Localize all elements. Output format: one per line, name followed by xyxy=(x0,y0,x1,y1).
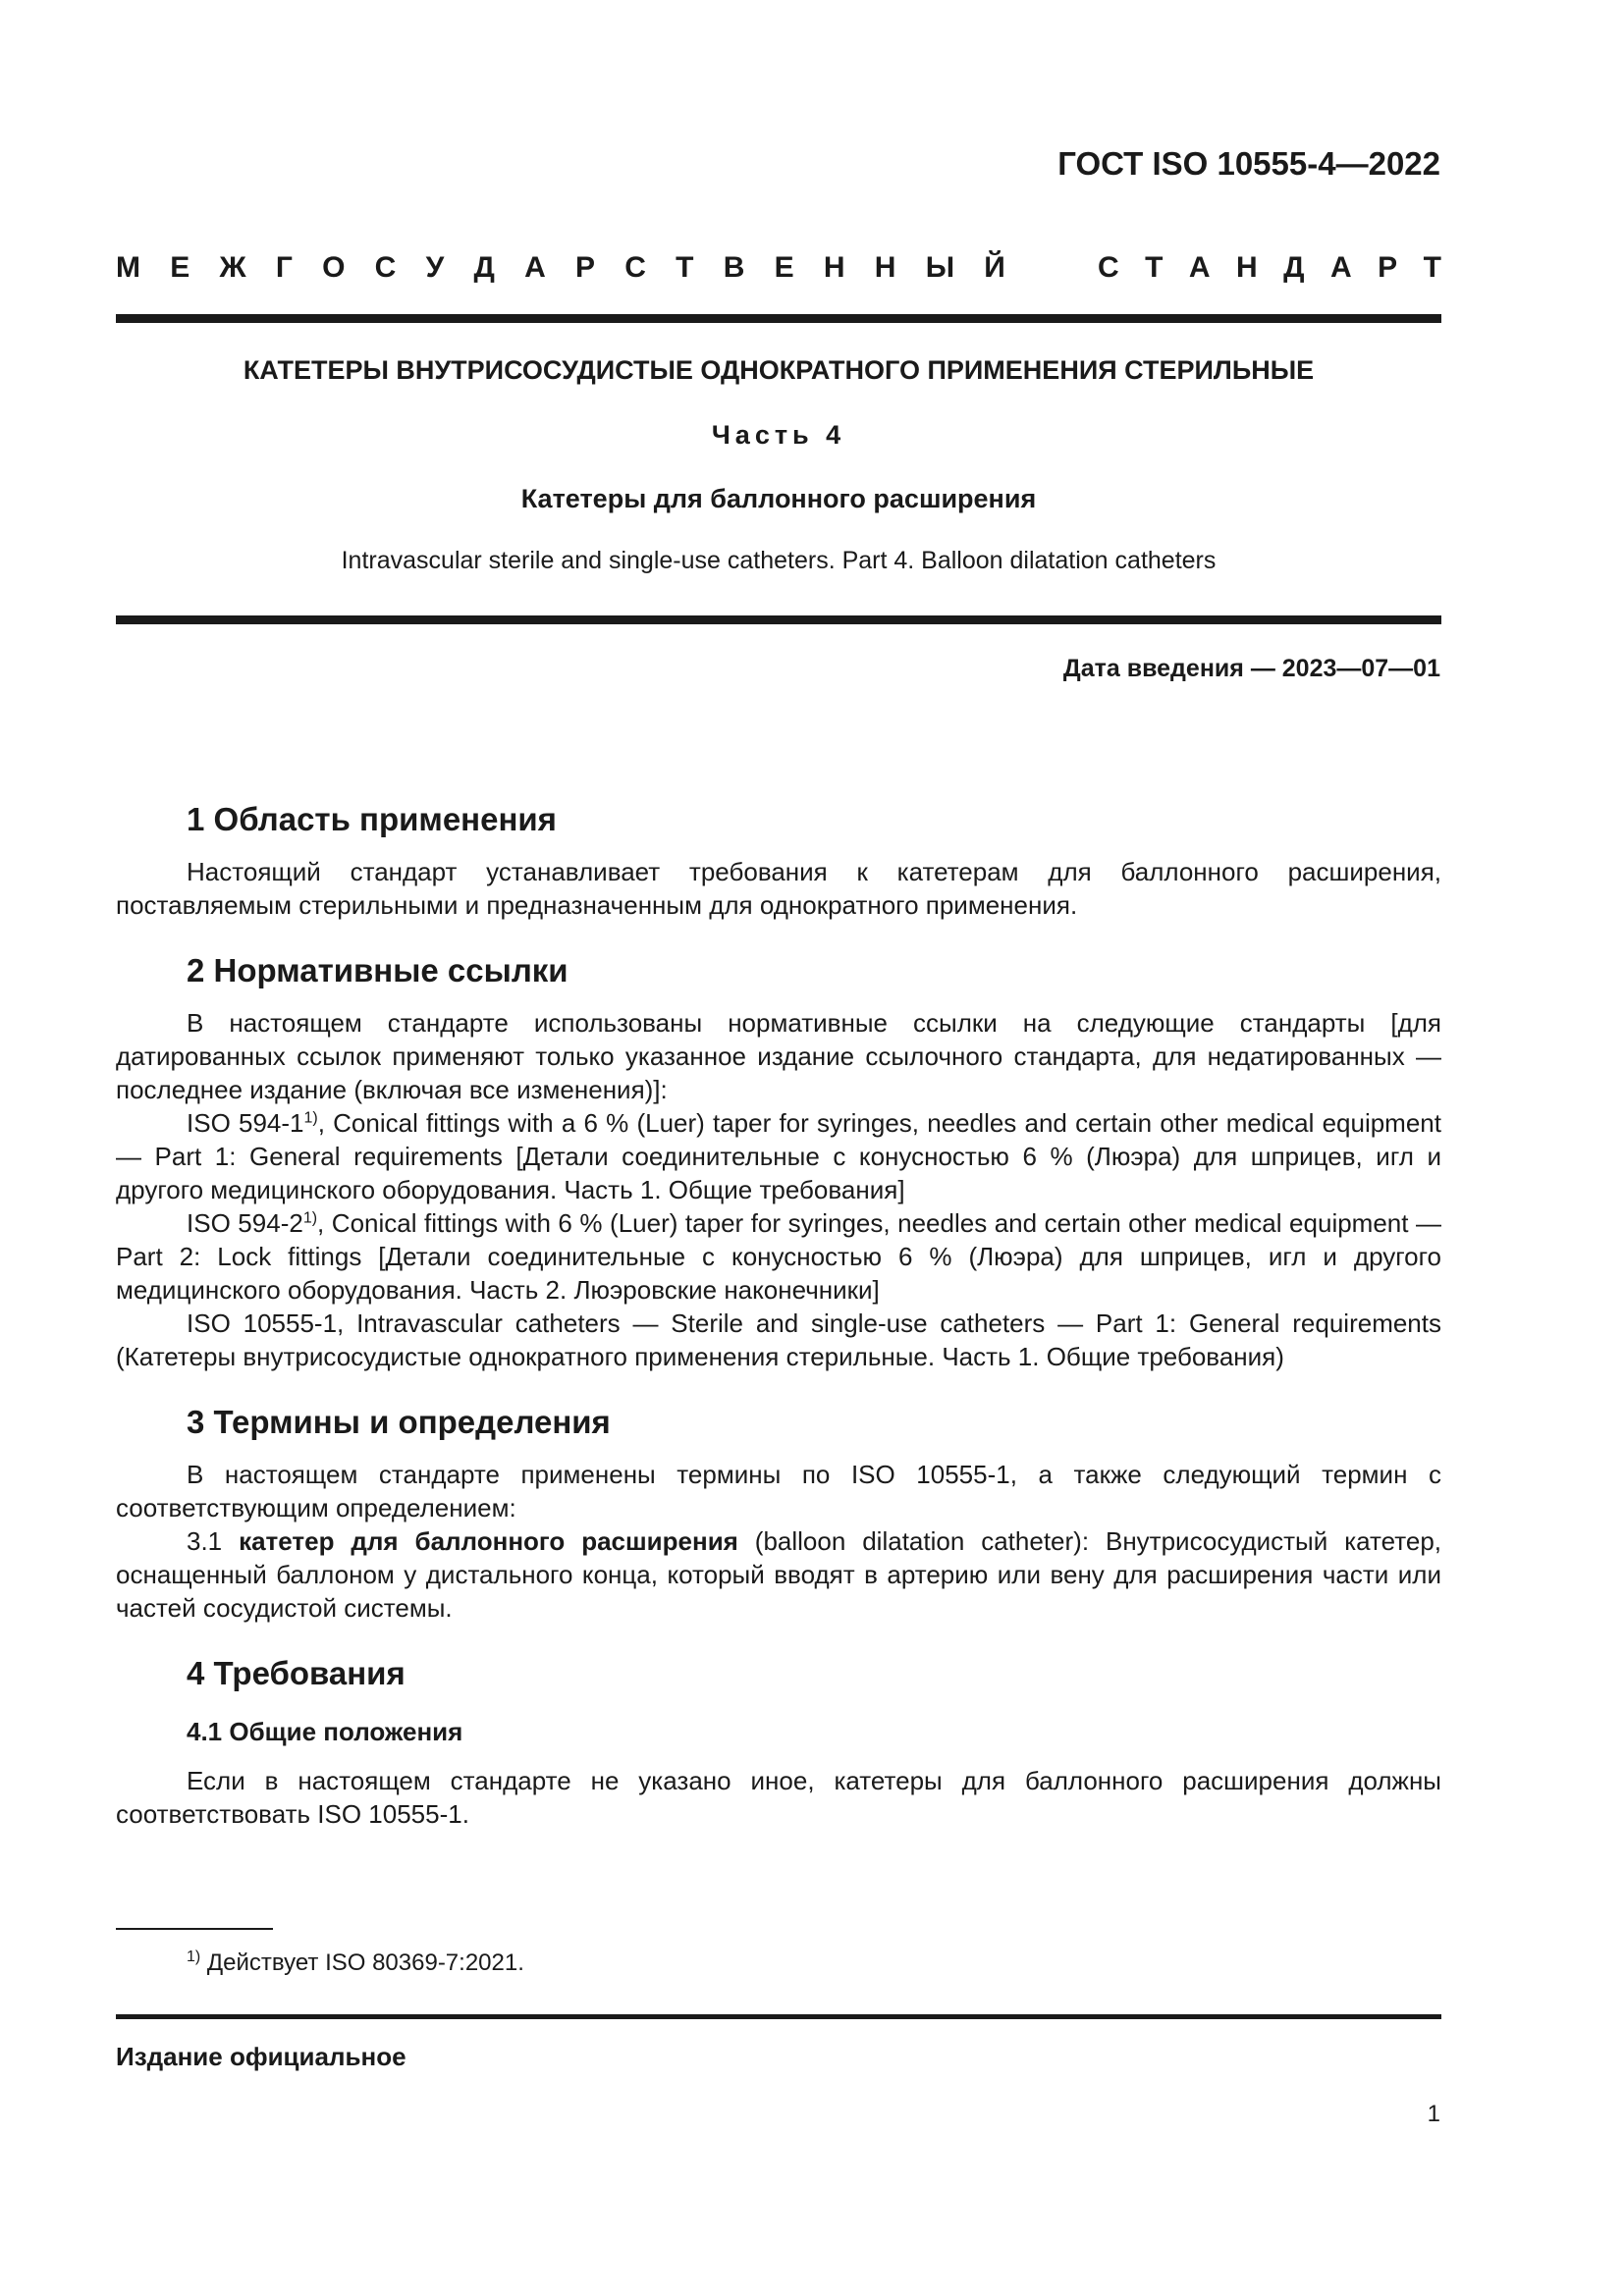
standard-subtitle: Катетеры для баллонного расширения xyxy=(520,484,1037,513)
type-letter: В xyxy=(723,251,745,284)
reference-iso-594-1 xyxy=(116,1106,1441,1206)
type-letter: Т xyxy=(1145,251,1164,284)
type-letter: М xyxy=(116,251,140,284)
header-rule-bottom xyxy=(116,615,1441,624)
section-1-heading: 1 Область применения xyxy=(187,801,557,837)
official-edition-label: Издание официальное xyxy=(116,2042,406,2071)
type-letter: Т xyxy=(676,251,694,284)
reference-code: ISO 594-1 xyxy=(187,1108,304,1138)
reference-iso-10555-1: ISO 10555-1, Intravascular catheters — Sterile and single-use catheters — Part 1: General requirements (Катетеры внутрисосудистые однократного применения стерильные. Часть 1. Общие требования) xyxy=(116,1308,1441,1371)
type-letter: Ы xyxy=(925,251,955,284)
standard-type-word-2 xyxy=(1098,251,1441,285)
term-name: катетер для баллонного расширения xyxy=(239,1526,738,1556)
reference-iso-594-2 xyxy=(116,1206,1441,1307)
footnote xyxy=(187,1949,524,1977)
type-letter: Д xyxy=(473,251,495,284)
document-code: ГОСТ ISO 10555-4—2022 xyxy=(1057,145,1440,182)
type-letter: О xyxy=(322,251,346,284)
standard-type-word-1 xyxy=(116,251,1005,285)
type-letter: Т xyxy=(1423,251,1441,284)
reference-title: , Conical fittings with a 6 % (Luer) taper for syringes, needles and certain other medical equipment — Part 1: General requirements [Детали соединительные с конусностью 6 % (Люэра) для шприцев, игл и другого медицинского оборудования. Часть 1. Общие требования] xyxy=(116,1108,1441,1204)
footer-rule xyxy=(116,2014,1441,2019)
reference-title: , Conical fittings with 6 % (Luer) taper for syringes, needles and certain other medical equipment — Part 2: Lock fittings [Детали соединительные с конусностью 6 % (Люэра) для шприцев, игл и другого медицинского оборудования. Часть 2. Люэровские наконечники] xyxy=(116,1208,1441,1305)
footnote-mark: 1) xyxy=(303,1109,318,1127)
type-letter: Н xyxy=(874,251,896,284)
type-letter: Ж xyxy=(219,251,246,284)
type-letter: Е xyxy=(774,251,794,284)
standard-part: Часть 4 xyxy=(711,420,846,450)
type-letter: С xyxy=(1098,251,1119,284)
type-letter: Р xyxy=(1378,251,1398,284)
type-letter: С xyxy=(374,251,397,284)
type-letter: Р xyxy=(575,251,596,284)
type-letter: Е xyxy=(170,251,190,284)
term-number: 3.1 xyxy=(187,1526,240,1556)
standard-type-line xyxy=(116,251,1441,285)
section-4-heading: 4 Требования xyxy=(187,1655,406,1691)
footnote-text: Действует ISO 80369-7:2021. xyxy=(200,1949,524,1976)
section-3-paragraph: В настоящем стандарте применены термины по ISO 10555-1, а также следующий термин с соответствующим определением: xyxy=(116,1460,1441,1522)
document-body xyxy=(116,800,1441,1831)
page-number: 1 xyxy=(1427,2101,1440,2127)
type-letter: Й xyxy=(984,251,1005,284)
section-1-paragraph: Настоящий стандарт устанавливает требования к катетерам для баллонного расширения, поставляемым стерильными и предназначенным для однократного применения. xyxy=(116,857,1441,920)
type-letter: Г xyxy=(275,251,293,284)
footnote-separator xyxy=(116,1928,273,1930)
type-letter: А xyxy=(524,251,546,284)
type-letter: У xyxy=(425,251,445,284)
standard-title: КАТЕТЕРЫ ВНУТРИСОСУДИСТЫЕ ОДНОКРАТНОГО ПРИМЕНЕНИЯ СТЕРИЛЬНЫЕ xyxy=(243,355,1315,385)
section-2-heading: 2 Нормативные ссылки xyxy=(187,952,568,988)
section-3-heading: 3 Термины и определения xyxy=(187,1404,611,1440)
reference-code: ISO 594-2 xyxy=(187,1208,303,1238)
type-letter: Н xyxy=(1236,251,1258,284)
subsection-4-1-heading: 4.1 Общие положения xyxy=(187,1717,463,1746)
footnote-mark: 1) xyxy=(302,1209,318,1227)
subsection-4-1-paragraph: Если в настоящем стандарте не указано иное, катетеры для баллонного расширения должны соответствовать ISO 10555-1. xyxy=(116,1766,1441,1829)
term-definition xyxy=(116,1524,1441,1625)
term-text: (balloon dilatation catheter): Внутрисосудистый катетер, оснащенный баллоном у дистального конца, который вводят в артерию или вену для расширения части или частей сосудистой системы. xyxy=(116,1526,1442,1623)
introduction-date: Дата введения — 2023—07—01 xyxy=(1062,655,1440,682)
type-letter: Д xyxy=(1283,251,1305,284)
type-letter: А xyxy=(1188,251,1211,284)
footnote-mark: 1) xyxy=(187,1949,201,1965)
standard-english-title: Intravascular sterile and single-use catheters. Part 4. Balloon dilatation catheters xyxy=(341,547,1217,574)
type-letter: С xyxy=(624,251,646,284)
type-letter: Н xyxy=(823,251,845,284)
section-2-paragraph: В настоящем стандарте использованы нормативные ссылки на следующие стандарты [для датированных ссылок применяют только указанное издание ссылочного стандарта, для недатированных — последнее издание (включая все изменения)]: xyxy=(116,1008,1441,1104)
header-rule-top xyxy=(116,314,1441,323)
type-letter: А xyxy=(1329,251,1352,284)
